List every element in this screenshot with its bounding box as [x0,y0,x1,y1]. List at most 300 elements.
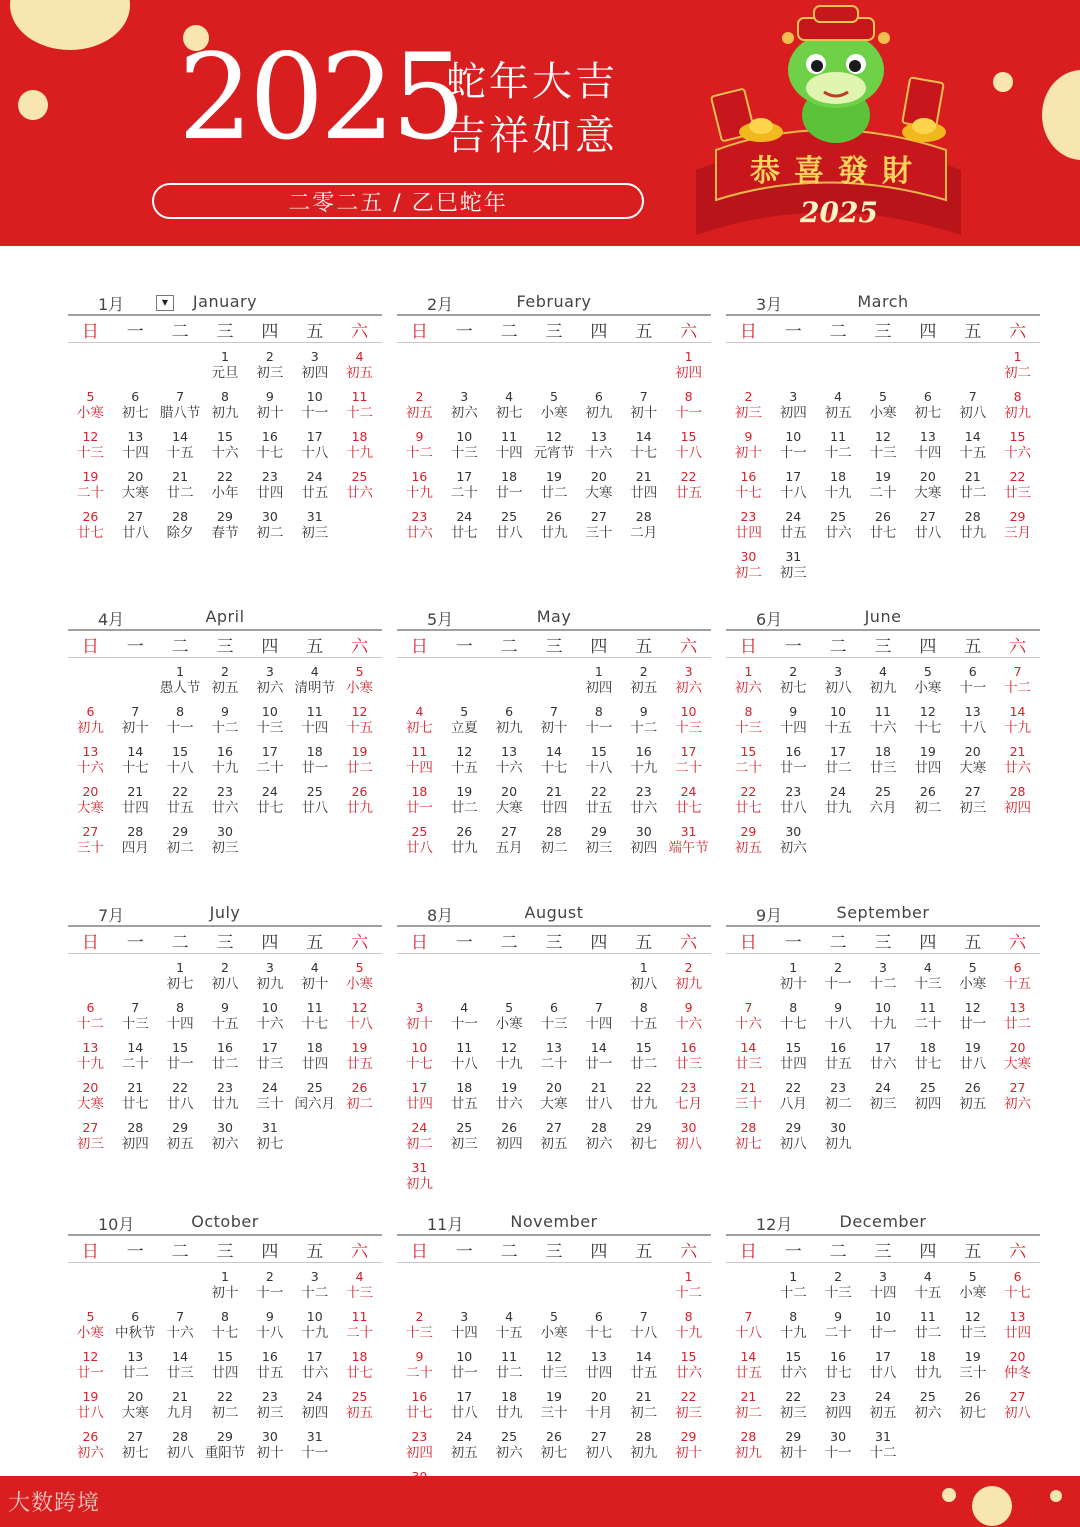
lunar-day: 廿三 [734,1056,762,1072]
day-cell [950,704,995,744]
gregorian-day: 5 [355,960,364,975]
gregorian-day: 2 [834,1269,843,1284]
day-cell [950,1269,995,1309]
gregorian-day: 17 [680,744,697,759]
day-grid [68,960,382,1160]
day-cell [771,1269,816,1309]
weekday-label: 一 [784,1241,802,1262]
lunar-day: 小寒 [540,405,568,421]
lunar-day: 廿八 [76,1405,104,1421]
lunar-day: 十三 [540,1016,568,1032]
day-cell [113,1120,158,1160]
lunar-day: 廿三 [869,760,897,776]
gregorian-day: 2 [639,664,648,679]
day-cell [337,664,382,704]
day-cell [292,960,337,1000]
lunar-day: 廿四 [540,800,568,816]
lunar-day: 六月 [869,800,897,816]
day-cell [487,509,532,549]
lunar-day: 十五 [1004,976,1032,992]
lunar-day: 廿六 [824,525,852,541]
gregorian-day: 29 [740,824,757,839]
lunar-day: 十七 [734,485,762,501]
lunar-day: 十七 [540,760,568,776]
day-cell [621,1309,666,1349]
day-cell [487,784,532,824]
lunar-day: 廿七 [346,1365,374,1381]
lunar-day: 廿二 [166,485,194,501]
lunar-day: 初五 [211,680,239,696]
lunar-day: 初二 [540,840,568,856]
lunar-day: 廿八 [779,800,807,816]
lunar-day: 初八 [779,1136,807,1152]
gregorian-day: 27 [546,1120,562,1135]
lunar-day: 初四 [405,1445,433,1461]
day-cell [995,1000,1040,1040]
gregorian-day: 29 [785,1429,802,1444]
lunar-day: 初九 [76,720,104,736]
day-cell [950,744,995,784]
lunar-day: 重阳节 [204,1445,246,1461]
weekday-label: 二 [500,932,518,953]
lunar-day: 十二 [824,445,852,461]
day-cell [950,1389,995,1429]
day-cell [621,509,666,549]
gregorian-day: 20 [546,1080,562,1095]
day-cell [158,744,203,784]
day-cell [532,1309,577,1349]
lunar-day: 八月 [779,1096,807,1112]
dropdown-arrow-icon[interactable]: ▼ [156,295,174,311]
lunar-day: 廿二 [630,1056,658,1072]
lunar-day: 廿三 [256,1056,284,1072]
day-cell [576,784,621,824]
day-cell [113,784,158,824]
lunar-day: 十六 [495,760,523,776]
gregorian-day: 16 [635,744,652,759]
gregorian-day: 24 [306,469,323,484]
month-header [397,1212,711,1232]
day-cell [203,664,248,704]
lunar-day: 初七 [959,1405,987,1421]
gregorian-day: 5 [355,664,364,679]
lunar-day: 闰六月 [294,1096,335,1112]
empty-cell [487,349,532,389]
weekday-label: 五 [306,321,324,342]
gregorian-day: 3 [265,960,274,975]
day-cell [995,1040,1040,1080]
empty-cell [158,349,203,389]
day-cell [113,1000,158,1040]
lunar-day: 初四 [914,1096,942,1112]
day-cell [726,664,771,704]
gregorian-day: 1 [684,349,693,364]
gregorian-day: 30 [217,1120,233,1135]
lunar-day: 十六 [734,1016,762,1032]
day-cell [816,664,861,704]
day-cell [771,1389,816,1429]
day-cell [292,349,337,389]
weekday-divider [68,953,382,954]
weekday-label: 二 [171,636,189,657]
month-block [726,903,1040,1160]
gregorian-day: 11 [351,1309,368,1324]
gregorian-day: 1 [176,664,185,679]
day-cell [397,1429,442,1469]
lunar-day: 初八 [824,680,852,696]
gregorian-day: 26 [82,1429,99,1444]
gregorian-day: 16 [411,469,428,484]
day-cell [113,389,158,429]
lunar-day: 初六 [256,680,284,696]
lunar-day: 十四 [869,1285,897,1301]
day-cell [203,784,248,824]
day-grid [397,664,711,864]
day-cell [726,744,771,784]
lunar-day: 初四 [301,1405,329,1421]
weekday-label: 五 [635,932,653,953]
gregorian-day: 26 [501,1120,518,1135]
day-cell [397,1080,442,1120]
lunar-day: 十三 [121,1016,149,1032]
lunar-day: 廿四 [914,760,942,776]
day-cell [576,389,621,429]
day-cell [397,1000,442,1040]
day-cell [158,469,203,509]
empty-cell [726,349,771,389]
lunar-day: 十一 [301,1445,329,1461]
lunar-day: 廿二 [540,485,568,501]
lunar-day: 二十 [540,1056,568,1072]
lunar-day: 十八 [630,1325,658,1341]
empty-cell [532,664,577,704]
day-cell [726,509,771,549]
day-cell [905,469,950,509]
weekday-label: 六 [680,932,698,953]
lunar-day: 初五 [405,405,433,421]
day-cell [203,429,248,469]
weekday-label: 一 [784,932,802,953]
day-cell [532,1080,577,1120]
day-cell [621,1040,666,1080]
lunar-day: 十九 [824,485,852,501]
lunar-day: 廿八 [121,525,149,541]
day-cell [995,784,1040,824]
lunar-day: 初七 [121,1445,149,1461]
gregorian-day: 25 [411,824,428,839]
day-cell [292,429,337,469]
lunar-day: 廿四 [211,1365,239,1381]
lunar-day: 十二 [301,1285,329,1301]
lunar-day: 十三 [675,720,703,736]
day-cell [905,1040,950,1080]
gregorian-day: 15 [217,1349,233,1364]
weekday-header [397,1236,711,1262]
day-cell [995,664,1040,704]
empty-cell [532,349,577,389]
day-cell [337,349,382,389]
weekday-label: 二 [500,636,518,657]
day-cell [621,1120,666,1160]
day-cell [487,389,532,429]
month-name-en: February [516,292,592,311]
lunar-day: 廿六 [1004,760,1032,776]
gregorian-day: 20 [127,469,144,484]
lunar-day: 初二 [346,1096,374,1112]
gregorian-day: 29 [635,1120,652,1135]
day-cell [576,1120,621,1160]
lunar-day: 廿五 [734,1365,762,1381]
gregorian-day: 10 [875,1000,891,1015]
weekday-label: 五 [306,932,324,953]
month-name-cn: 5月 [427,610,454,629]
lunar-day: 廿九 [630,1096,658,1112]
day-cell [576,1080,621,1120]
gregorian-day: 7 [744,1000,753,1015]
month-header [397,292,711,312]
day-cell [397,1040,442,1080]
day-cell [726,1000,771,1040]
day-cell [950,469,995,509]
lunar-day: 小年 [211,485,239,501]
day-cell [771,704,816,744]
weekday-label: 四 [919,636,937,657]
gregorian-day: 27 [964,784,981,799]
lunar-day: 三十 [540,1405,568,1421]
day-cell [816,1120,861,1160]
lunar-day: 初六 [675,680,703,696]
empty-cell [113,960,158,1000]
day-grid [726,960,1040,1160]
day-cell [247,1389,292,1429]
day-cell [203,469,248,509]
lunar-day: 十一 [256,1285,284,1301]
day-cell [771,1040,816,1080]
lunar-day: 初八 [630,976,658,992]
lunar-day: 小寒 [869,405,897,421]
gregorian-day: 2 [415,389,424,404]
lunar-day: 初十 [211,1285,239,1301]
day-cell [995,1269,1040,1309]
lunar-day: 初七 [495,405,523,421]
gregorian-day: 16 [785,744,802,759]
gregorian-day: 16 [217,744,233,759]
lunar-day: 大寒 [121,1405,149,1421]
month-block [397,1212,711,1509]
gregorian-day: 9 [221,704,229,719]
day-cell [68,704,113,744]
gregorian-day: 9 [639,704,648,719]
lunar-day: 初七 [166,976,194,992]
lunar-day: 初五 [869,1405,897,1421]
gregorian-day: 12 [351,1000,368,1015]
lunar-day: 初九 [495,720,523,736]
lunar-day: 二十 [76,485,104,501]
day-cell [158,960,203,1000]
lunar-day: 二十 [256,760,284,776]
day-cell [113,824,158,864]
day-cell [442,1120,487,1160]
day-cell [113,1309,158,1349]
lunar-day: 廿二 [121,1365,149,1381]
lunar-day: 大寒 [76,1096,104,1112]
gregorian-day: 21 [546,784,562,799]
month-name-cn: 12月 [756,1215,793,1234]
day-cell [247,1269,292,1309]
gregorian-day: 6 [1013,1269,1022,1284]
day-cell [292,1080,337,1120]
lunar-day: 十三 [869,445,897,461]
day-cell [816,960,861,1000]
lunar-day: 十三 [914,976,942,992]
gregorian-day: 23 [830,1080,847,1095]
weekday-label: 三 [874,321,892,342]
lunar-day: 端午节 [668,840,709,856]
weekday-label: 四 [261,1241,279,1262]
gregorian-day: 10 [456,429,473,444]
lunar-day: 初二 [256,525,284,541]
gregorian-day: 8 [684,1309,693,1324]
day-cell [905,744,950,784]
gregorian-day: 9 [415,429,424,444]
day-cell [771,744,816,784]
gregorian-day: 18 [351,429,368,444]
weekday-header [726,1236,1040,1262]
day-cell [532,509,577,549]
lunar-day: 大寒 [495,800,523,816]
day-cell [203,509,248,549]
gregorian-day: 23 [411,509,428,524]
weekday-header [397,631,711,657]
lunar-day: 十八 [166,760,194,776]
gregorian-day: 9 [834,1309,843,1324]
lunar-day: 初四 [301,365,329,381]
gregorian-day: 11 [919,1309,936,1324]
gregorian-day: 8 [684,389,693,404]
lunar-day: 十七 [585,1325,613,1341]
weekday-label: 四 [919,932,937,953]
day-cell [397,469,442,509]
gregorian-day: 14 [172,429,189,444]
day-cell [816,1080,861,1120]
day-cell [247,744,292,784]
day-cell [203,1389,248,1429]
month-name-en: August [524,903,584,922]
gregorian-day: 10 [456,1349,473,1364]
lunar-day: 廿一 [301,760,329,776]
month-block [726,607,1040,864]
month-header [68,1212,382,1232]
gregorian-day: 9 [789,704,798,719]
empty-cell [397,349,442,389]
gregorian-day: 12 [546,429,562,444]
weekday-label: 六 [1009,932,1027,953]
day-cell [532,469,577,509]
lunar-day: 初九 [256,976,284,992]
day-cell [861,429,906,469]
lunar-day: 小寒 [76,405,104,421]
lunar-day: 廿八 [495,525,523,541]
gregorian-day: 8 [789,1309,798,1324]
gregorian-day: 22 [1009,469,1026,484]
day-cell [995,1080,1040,1120]
weekday-label: 日 [410,636,428,657]
lunar-day: 廿九 [450,840,478,856]
empty-cell [113,349,158,389]
lunar-day: 初三 [256,365,284,381]
weekday-label: 二 [829,636,847,657]
gregorian-day: 14 [127,1040,144,1055]
day-cell [905,1309,950,1349]
gregorian-day: 26 [82,509,99,524]
weekday-label: 二 [171,932,189,953]
weekday-label: 四 [261,636,279,657]
gregorian-day: 18 [411,784,428,799]
day-cell [771,549,816,589]
day-cell [487,1080,532,1120]
gregorian-day: 19 [964,1040,981,1055]
lunar-day: 廿六 [495,1096,523,1112]
lunar-day: 初四 [1004,800,1032,816]
lunar-day: 初六 [211,1136,239,1152]
lunar-day: 廿九 [346,800,374,816]
day-cell [337,1269,382,1309]
lunar-day: 廿八 [301,800,329,816]
lunar-day: 十八 [450,1056,478,1072]
day-cell [621,1000,666,1040]
lunar-day: 初七 [256,1136,284,1152]
decor-dot [942,1488,956,1502]
lunar-day: 廿一 [959,1016,987,1032]
lunar-day: 初九 [630,1445,658,1461]
gregorian-day: 10 [830,704,847,719]
gregorian-day: 29 [172,824,189,839]
gregorian-day: 20 [82,1080,99,1095]
gregorian-day: 2 [744,389,753,404]
gregorian-day: 8 [221,1309,229,1324]
lunar-day: 初四 [779,405,807,421]
lunar-day: 二十 [869,485,897,501]
day-cell [158,1429,203,1469]
lunar-day: 十三 [734,720,762,736]
day-cell [113,429,158,469]
day-cell [337,1040,382,1080]
gregorian-day: 4 [505,389,514,404]
day-cell [203,1120,248,1160]
lunar-day: 十二 [346,405,374,421]
day-cell [905,784,950,824]
lunar-day: 小寒 [346,680,374,696]
day-cell [816,469,861,509]
day-cell [442,824,487,864]
day-cell [861,704,906,744]
lunar-day: 十七 [256,445,284,461]
month-name-en: May [536,607,572,626]
lunar-day: 初七 [779,680,807,696]
lunar-day: 廿四 [585,1365,613,1381]
day-cell [995,744,1040,784]
lunar-day: 初七 [405,720,433,736]
day-cell [726,1389,771,1429]
weekday-divider [397,953,711,954]
month-name-cn: 3月 [756,295,783,314]
gregorian-day: 10 [680,704,697,719]
day-cell [532,784,577,824]
gregorian-day: 10 [875,1309,891,1324]
month-name-en: November [510,1212,598,1231]
weekday-divider [726,953,1040,954]
lunar-day: 廿一 [166,1056,194,1072]
